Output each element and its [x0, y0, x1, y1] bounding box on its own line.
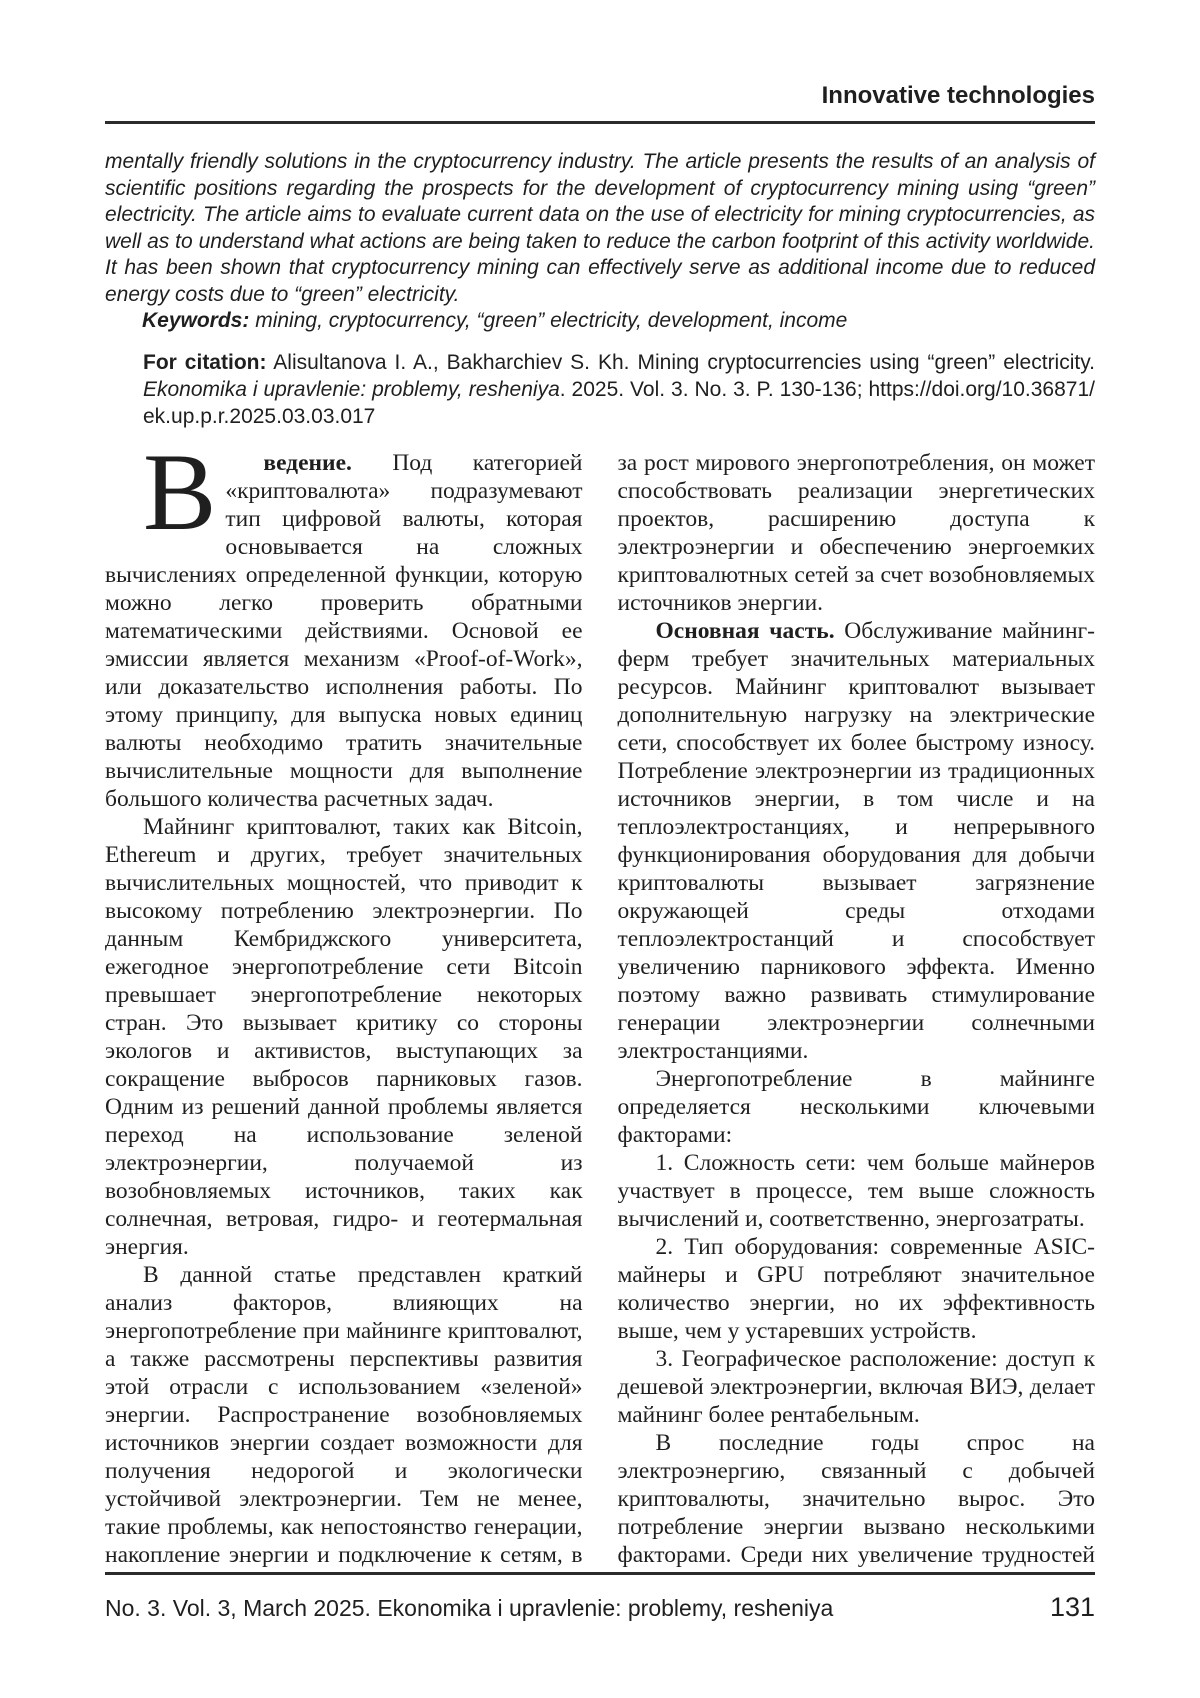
- list-item-2: 2. Тип оборудования: современные ASIC-майнеры и GPU потребляют значительное количество энергии, но их эффективность выше, чем у устаревших устройств.: [617, 1233, 1095, 1344]
- dropcap-letter: В: [143, 448, 217, 553]
- intro-text: Под категорией «криптовалюта» подразумевают тип цифровой валюты, которая основывается на сложных вычислениях определенной функции, которую можно легко проверить обратными математическими действиями. Основой ее эмиссии является механизм «Proof-of-Work», или доказательство исполнения работы. По этому принципу, для выпуска новых единиц валюты необходимо тратить значительные вычислительные мощности для выполнение большого количества расчетных задач.: [105, 449, 583, 812]
- body-paragraph-continuation: за рост мирового энергопотребления, он может способствовать реализации энергетических проектов, расширению доступа к электроэнергии и обеспечению энергоемких криптовалютных сетей за счет возобновляемых источников энергии.: [617, 449, 1095, 616]
- page-footer: [105, 1572, 1095, 1623]
- citation-authors-title: Alisultanova I. A., Bakharchiev S. Kh. Mining cryptocurrencies using “green” electricity.: [273, 350, 1095, 374]
- list-item-1: 1. Сложность сети: чем больше майнеров участвует в процессе, тем выше сложность вычислений и, соответственно, энергозатраты.: [617, 1149, 1095, 1232]
- article-body: [105, 449, 1095, 1567]
- citation-block: [143, 349, 1095, 430]
- main-part-paragraph: [618, 617, 1096, 1065]
- intro-paragraph: [105, 449, 583, 813]
- citation-doi-line1: https://doi.org/10.36871/: [868, 377, 1095, 401]
- right-column: [618, 449, 1096, 1567]
- abstract-block: [105, 149, 1095, 335]
- page-number: 131: [1049, 1592, 1095, 1622]
- running-head-section-title: Innovative technologies: [821, 82, 1095, 109]
- citation-label: For citation:: [143, 350, 267, 374]
- body-paragraph: Майнинг криптовалют, таких как Bitcoin, Ethereum и других, требует значительных вычислительных мощностей, что приводит к высокому потреблению электроэнергии. По данным Кембриджского университета, ежегодное энергопотребление сети Bitcoin превышает энергопотребление некоторых стран. Это вызывает критику со стороны экологов и активистов, выступающих за сокращение выбросов парниковых газов. Одним из решений данной проблемы является переход на использование зеленой электроэнергии, получаемой из возобновляемых источников, таких как солнечная, ветровая, гидро- и геотермальная энергия.: [105, 813, 583, 1260]
- citation-doi-line2: ek.up.p.r.2025.03.03.017: [143, 404, 376, 428]
- body-paragraph: Энергопотребление в майнинге определяется несколькими ключевыми факторами:: [617, 1065, 1095, 1148]
- abstract-paragraph: mentally friendly solutions in the cryptocurrency industry. The article presents the results of an analysis of scientific positions regarding the prospects for the development of cryptocurrency mining using “green” electricity. The article aims to evaluate current data on the use of electricity for mining cryptocurrencies, as well as to understand what actions are being taken to reduce the carbon footprint of this activity worldwide. It has been shown that cryptocurrency mining can effectively serve as additional income due to reduced energy costs due to “green” electricity.: [105, 150, 1095, 306]
- footer-rule: [105, 1572, 1095, 1575]
- keywords-text: mining, cryptocurrency, “green” electricity, development, income: [255, 309, 848, 332]
- intro-lead-bold: ведение.: [263, 449, 352, 476]
- keywords-line: [105, 308, 1095, 335]
- left-column: [105, 449, 583, 1567]
- main-part-lead-bold: Основная часть.: [655, 617, 835, 644]
- header-rule: [105, 121, 1095, 124]
- citation-volume-pages: . 2025. Vol. 3. No. 3. P. 130-136;: [559, 377, 869, 401]
- body-paragraph: В последние годы спрос на электроэнергию, связанный с добычей криптовалюты, значительно вырос. Это потребление энергии вызвано несколькими факторами. Среди них увеличение трудностей: [617, 1429, 1095, 1567]
- citation-journal-name: Ekonomika i upravlenie: problemy, resheniya: [143, 377, 560, 401]
- footer-journal-line: No. 3. Vol. 3, March 2025. Ekonomika i upravlenie: problemy, resheniya: [105, 1595, 834, 1621]
- body-paragraph: В данной статье представлен краткий анализ факторов, влияющих на энергопотребление при майнинге криптовалют, а также рассмотрены перспективы развития этой отрасли с использованием «зеленой» энергии. Распространение возобновляемых источников энергии создает возможности для получения недорогой и экологически устойчивой электроэнергии. Тем не менее, такие проблемы, как непостоянство генерации, накопление энергии и подключение к сетям, в: [105, 1261, 583, 1567]
- list-item-3: 3. Географическое расположение: доступ к дешевой электроэнергии, включая ВИЭ, делает майнинг более рентабельным.: [617, 1345, 1095, 1428]
- main-part-text: Обслуживание майнинг-ферм требует значительных материальных ресурсов. Майнинг криптовалют вызывает дополнительную нагрузку на электрические сети, способствует их более быстрому износу. Потребление электроэнергии из традиционных источников энергии, в том числе и на теплоэлектростанциях, и непрерывного функционирования оборудования для добычи криптовалюты вызывает загрязнение окружающей среды отходами теплоэлектростанций и способствует увеличению парникового эффекта. Именно поэтому важно развивать стимулирование генерации электроэнергии солнечными электростанциями.: [617, 617, 1095, 1064]
- keywords-label: Keywords:: [142, 309, 250, 332]
- citation-paragraph: [143, 349, 1095, 430]
